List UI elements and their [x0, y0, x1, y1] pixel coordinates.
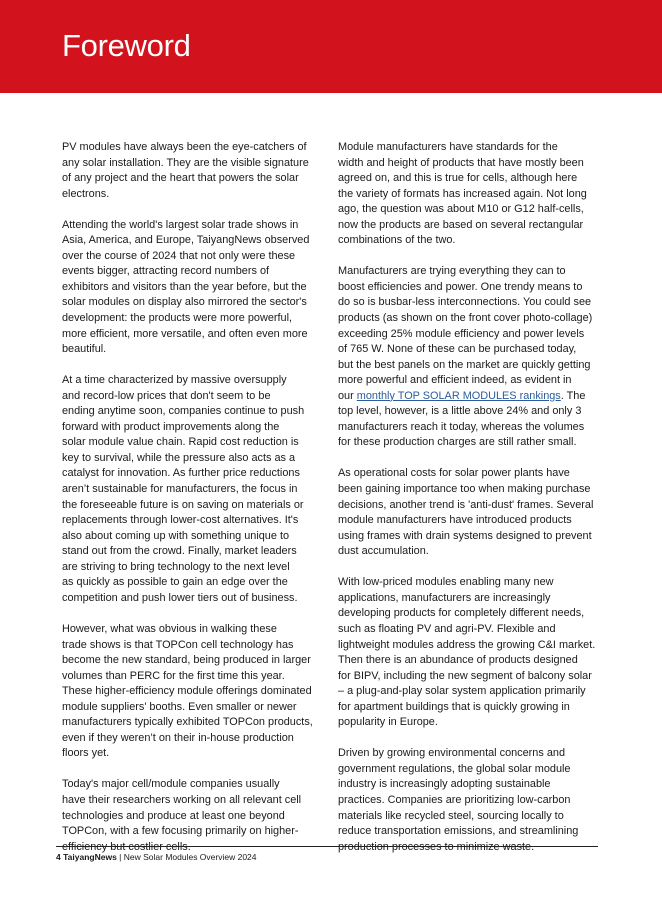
footer-separator: |	[116, 852, 124, 862]
text-line: the foreseeable future is on saving on materials or	[62, 498, 304, 511]
text-line: solar modules on display also mirrored the sector's	[62, 296, 307, 309]
paragraph	[62, 777, 332, 855]
text-line: beautiful.	[62, 343, 107, 356]
text-line: industry is increasingly adopting sustainable	[338, 778, 551, 791]
paragraph	[62, 373, 332, 606]
text-line: Then there is an abundance of products designed	[338, 654, 578, 667]
text-line: materials like recycled steel, sourcing locally to	[338, 809, 564, 822]
top-solar-modules-rankings-link[interactable]: monthly TOP SOLAR MODULES rankings	[356, 389, 561, 402]
text-line: are striving to bring technology to the next level	[62, 560, 290, 573]
text-line: ending anytime soon, companies continue to push	[62, 405, 305, 418]
text-line: more efficient, more versatile, and often even more	[62, 327, 308, 340]
text-line: Module manufacturers have standards for the	[338, 141, 558, 153]
text-line: competition and push lower tiers out of business.	[62, 591, 298, 604]
text-line: forward with product improvements along the	[62, 420, 280, 433]
text-line: TOPCon, with a few focusing primarily on higher-	[62, 825, 299, 838]
text-fragment: . The	[560, 389, 586, 402]
page-number: 4	[56, 852, 61, 862]
text-line: been gaining importance too when making purchase	[338, 483, 591, 496]
left-column	[62, 140, 332, 871]
text-line: of 765 W. None of these can be purchased today,	[338, 343, 577, 356]
text-line: developing products for completely different needs,	[338, 607, 585, 620]
text-line: technologies and produce at least one beyond	[62, 809, 285, 822]
text-line: for apartment buildings that is quickly growing in	[338, 700, 570, 713]
text-fragment: our	[338, 389, 357, 402]
text-line: become the new standard, being produced in larger	[62, 654, 311, 667]
text-line: applications, manufacturers are increasingly	[338, 591, 551, 604]
page-title: Foreword	[62, 28, 191, 63]
text-line: volumes than PERC for the first time this year.	[62, 669, 285, 682]
paragraph	[338, 466, 608, 559]
text-line: solar module value chain. Rapid cost reduction is	[62, 436, 299, 449]
text-line: practices. Companies are prioritizing low-carbon	[338, 793, 571, 806]
text-line: reduce transportation emissions, and streamlining	[338, 825, 579, 838]
text-line: Manufacturers are trying everything they can to	[338, 265, 566, 278]
footer-divider	[56, 846, 598, 847]
text-line: At a time characterized by massive oversupply	[62, 374, 287, 387]
footer	[56, 852, 257, 862]
text-line: development: the products were more powerful,	[62, 312, 293, 325]
text-line: manufacturers reach it today, whereas the volumes	[338, 420, 585, 433]
text-line: combinations of the two.	[338, 234, 456, 247]
text-line: floors yet.	[62, 747, 110, 760]
text-line: even if they weren’t on their in-house production	[62, 731, 294, 744]
paragraph	[338, 264, 608, 451]
text-line: width and height of products that have mostly been	[338, 156, 584, 169]
text-line: using frames with drain systems designed to prevent	[338, 529, 592, 542]
text-line: agreed on, and this is true for cells, although here	[338, 172, 578, 185]
paragraph	[62, 622, 332, 762]
text-line: have their researchers working on all relevant cell	[62, 793, 302, 806]
text-line: boost efficiencies and power. One trendy means to	[338, 280, 583, 293]
paragraph	[338, 746, 608, 855]
text-line: catalyst for innovation. As further price reductions	[62, 467, 300, 480]
text-line: These higher-efficiency module offerings dominated	[62, 685, 312, 698]
text-line: the variety of formats has increased again. Not long	[338, 187, 587, 200]
text-line	[338, 389, 608, 405]
right-column	[338, 140, 608, 871]
footer-brand: TaiyangNews	[63, 852, 117, 862]
text-line: ago, the question was about M10 or G12 half-cells,	[338, 203, 584, 216]
paragraph	[62, 140, 332, 202]
text-line: electrons.	[62, 187, 110, 200]
text-line: government regulations, the global solar module	[338, 762, 571, 775]
text-line: as quickly as possible to gain an edge over the	[62, 576, 288, 589]
text-line: manufacturers typically exhibited TOPCon products,	[62, 716, 313, 729]
text-line: decisions, another trend is 'anti-dust' frames. Several	[338, 498, 594, 511]
text-line: stand out from the crowd. Finally, market leaders	[62, 545, 297, 558]
text-line: top level, however, is a little above 24% and only 3	[338, 405, 582, 418]
text-line: With low-priced modules enabling many new	[338, 576, 554, 589]
paragraph	[338, 575, 608, 730]
text-line: PV modules have always been the eye-catchers of	[62, 141, 307, 153]
text-line: and record-low prices that don't seem to be	[62, 389, 271, 402]
text-line: exceeding 25% module efficiency and power levels	[338, 327, 585, 340]
paragraph	[62, 218, 332, 358]
text-line: key to survival, while the pressure also acts as a	[62, 451, 296, 464]
text-line: now the products are based on several rectangular	[338, 218, 584, 231]
header-banner	[0, 0, 662, 93]
text-line: Asia, America, and Europe, TaiyangNews observed	[62, 234, 310, 247]
text-line: module manufacturers have introduced products	[338, 514, 572, 527]
text-line: module suppliers' booths. Even smaller or newer	[62, 700, 297, 713]
text-line	[338, 840, 608, 856]
text-line: lightweight modules address the growing C&I market.	[338, 638, 596, 651]
text-line: also about coming up with something unique to	[62, 529, 290, 542]
text-line: such as floating PV and agri-PV. Flexible and	[338, 622, 556, 635]
text-line: do so is busbar-less interconnections. You could see	[338, 296, 592, 309]
text-line: exhibitors and visitors than the year before, but the	[62, 280, 307, 293]
text-line: for these production charges are still rather small.	[338, 436, 577, 449]
text-line: – a plug-and-play solar system application primarily	[338, 685, 586, 698]
text-line: replacements through lower-cost alternatives. It's	[62, 514, 299, 527]
text-line: Attending the world's largest solar trade shows in	[62, 218, 299, 231]
text-line: for BIPV, including the new segment of balcony solar	[338, 669, 592, 682]
text-line: events bigger, attracting record numbers of	[62, 265, 270, 278]
text-line: dust accumulation.	[338, 545, 429, 558]
text-line: Driven by growing environmental concerns and	[338, 747, 566, 760]
footer-publication: New Solar Modules Overview 2024	[123, 852, 257, 862]
text-line: aren’t sustainable for manufacturers, the focus in	[62, 483, 298, 496]
text-line: Today's major cell/module companies usually	[62, 778, 280, 791]
text-line: over the course of 2024 that not only were these	[62, 249, 296, 262]
text-line: However, what was obvious in walking these	[62, 622, 277, 635]
text-line: of any project and the heart that powers the solar	[62, 172, 299, 185]
text-line: trade shows is that TOPCon cell technology has	[62, 638, 294, 651]
text-line: more powerful and efficient indeed, as evident in	[338, 374, 572, 387]
text-line: As operational costs for solar power plants have	[338, 467, 570, 480]
text-line: but the best panels on the market are quickly getting	[338, 358, 591, 371]
text-line: any solar installation. They are the visible signature	[62, 156, 309, 169]
text-line: popularity in Europe.	[338, 716, 438, 729]
text-line: products (as shown on the front cover photo-collage)	[338, 312, 593, 325]
paragraph	[338, 140, 608, 249]
